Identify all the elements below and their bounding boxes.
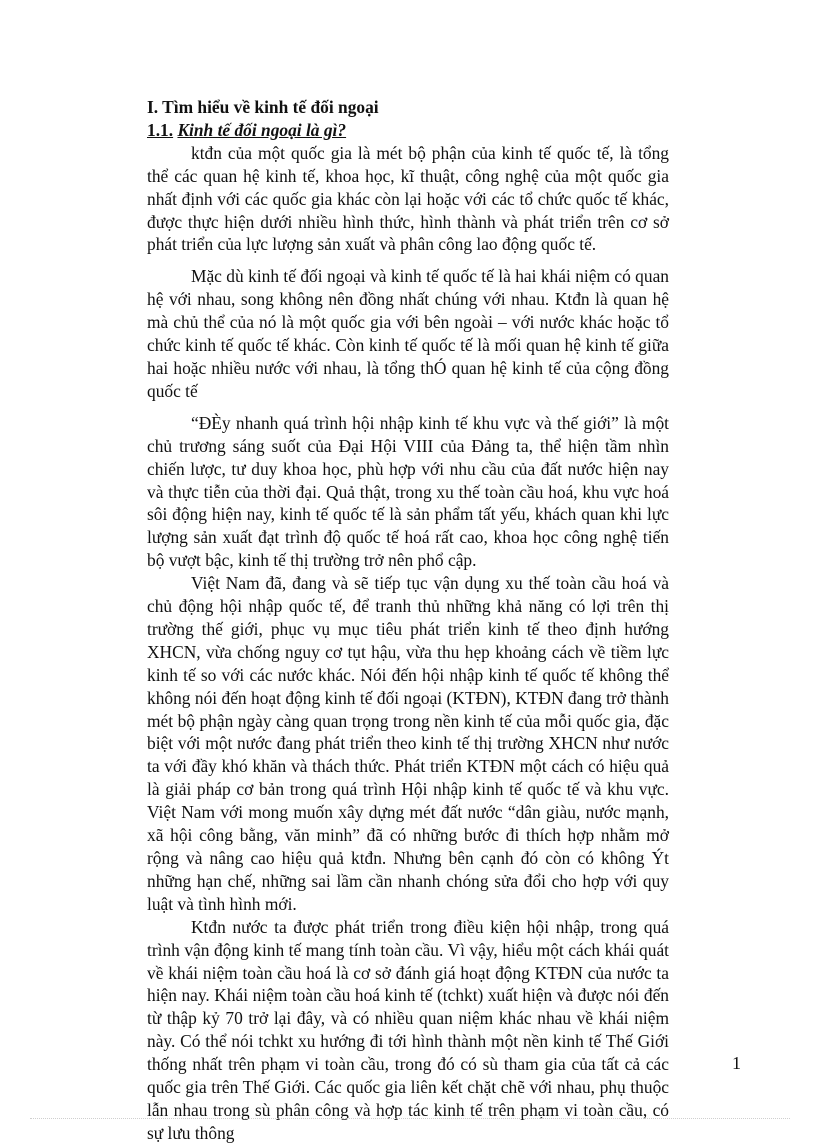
section-heading: I. Tìm hiểu về kinh tế đối ngoại [147,97,379,117]
paragraph-integration: “ĐÈy nhanh quá trình hội nhập kinh tế khu vực và thế giới” là một chủ trương sáng suốt của Đại Hội VIII của Đảng ta, thể hiện tầm nhìn chiến lược, tư duy khoa học, phù hợp với nhu cầu của đất nước hiện nay và thực tiễn của thời đại. Quả thật, trong xu thế toàn cầu hoá, khu vực hoá sôi động hiện nay, kinh tế quốc tế là sản phẩm tất yếu, khách quan khi lực lượng sản xuất đạt trình độ quốc tế hoá rất cao, khoa học công nghệ tiến bộ vượt bậc, kinh tế thị trường trở nên phổ cập. [147,412,669,571]
subsection-title: Kinh tế đối ngoại là gì? [177,119,347,140]
paragraph-distinction: Mặc dù kinh tế đối ngoại và kinh tế quốc tế là hai khái niệm có quan hệ với nhau, song không nên đồng nhất chúng với nhau. Ktđn là quan hệ mà chủ thể của nó là một quốc gia với bên ngoài – với nước khác hoặc tổ chức kinh tế quốc tế khác. Còn kinh tế quốc tế là mối quan hệ kinh tế giữa hai hoặc nhiều nước với nhau, là tổng thÓ quan hệ kinh tế của cộng đồng quốc tế [147,266,669,401]
page-bottom-divider [30,1118,790,1119]
subsection-heading [147,119,669,142]
page-number: 1 [732,1053,741,1073]
paragraph-vietnam: Việt Nam đã, đang và sẽ tiếp tục vận dụng xu thế toàn cầu hoá và chủ động hội nhập quốc tế, để tranh thủ những khả năng có lợi trên thị trường thế giới, phục vụ mục tiêu phát triển kinh tế theo định hướng XHCN, vừa chống nguy cơ tụt hậu, vừa thu hẹp khoảng cách về tiềm lực kinh tế so với các nước khác. Nói đến hội nhập kinh tế quốc tế không thể không nói đến hoạt động kinh tế đối ngoại (KTĐN), KTĐN đang trở thành mét bộ phận ngày càng quan trọng trong nền kinh tế của mỗi quốc gia, đặc biệt với một nước đang phát triển theo kinh tế thị trường XHCN như nước ta với đầy khó khăn và thách thức. Phát triển KTĐN một cách có hiệu quả là giải pháp cơ bản trong quá trình Hội nhập kinh tế quốc tế và khu vực. Việt Nam với mong muốn xây dựng mét đất nước “dân giàu, nước mạnh, xã hội công bằng, văn minh” đã có những bước đi thích hợp nhằm mở rộng và nâng cao hiệu quả ktđn. Nhưng bên cạnh đó còn có không Ýt những hạn chế, những sai lầm cần nhanh chóng sửa đổi cho hợp với quy luật và tình hình mới. [147,573,669,914]
paragraph-definition: ktđn của một quốc gia là mét bộ phận của kinh tế quốc tế, là tổng thể các quan hệ kinh tế, khoa học, kĩ thuật, công nghệ của một quốc gia nhất định với các quốc gia khác còn lại hoặc với các tổ chức quốc tế khác, được thực hiện dưới nhiều hình thức, hình thành và phát triển trên cơ sở phát triển của lực lượng sản xuất và phân công lao động quốc tế. [147,142,669,255]
document-body [147,96,669,1145]
subsection-number: 1.1. [147,119,174,140]
paragraph-globalization: Ktđn nước ta được phát triển trong điều kiện hội nhập, trong quá trình vận động kinh tế mang tính toàn cầu. Vì vậy, hiểu một cách khái quát về khái niệm toàn cầu hoá là cơ sở đánh giá hoạt động KTĐN của nước ta hiện nay. Khái niệm toàn cầu hoá kinh tế (tchkt) xuất hiện và được nói đến từ thập kỷ 70 trở lại đây, và có nhiều quan niệm khác nhau về khái niệm này. Có thể nói tchkt xu hướng đi tới hình thành một nền kinh tế Thế Giới thống nhất trên phạm vi toàn cầu, trong đó có sù tham gia của tất cả các quốc gia trên Thế Giới. Các quốc gia liên kết chặt chẽ với nhau, phụ thuộc lẫn nhau trong sù phân công và hợp tác kinh tế trên phạm vi toàn cầu, có sự lưu thông [147,916,669,1143]
